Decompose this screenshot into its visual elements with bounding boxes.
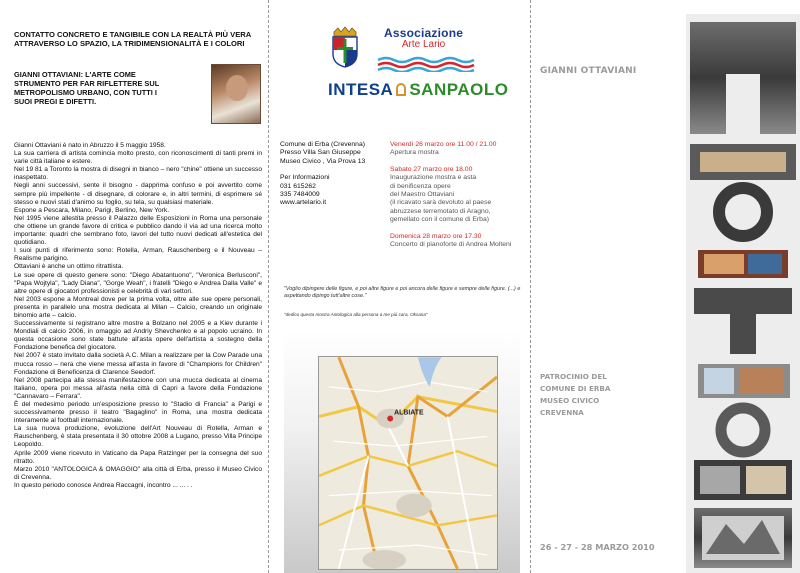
bio-paragraph: Nel 2007 è stato invitato dalla società A.C. Milan a realizzare per la Cow Parade una mucca rosso – nera che viene messa all'asta in favore di "Champions for Children" Fondazione di Beneficenza di Clarence Seedorf. bbox=[14, 352, 262, 376]
event-description: del Maestro Ottaviani bbox=[390, 191, 455, 199]
venue-info bbox=[280, 141, 375, 208]
phone-number: 031 615262 bbox=[280, 182, 316, 190]
event-description: abruzzese terremotato di Aragno, bbox=[390, 207, 491, 215]
event-description: di benificenza opere bbox=[390, 182, 451, 190]
vertical-collage-title bbox=[686, 14, 800, 573]
event-date: Domenica 28 marzo ore 17.30 bbox=[390, 232, 482, 240]
erba-crest-icon bbox=[330, 26, 360, 68]
event-date: Venerdì 26 marzo ore 11.00 / 21.00 bbox=[390, 141, 497, 148]
patronage-line: COMUNE DI ERBA bbox=[540, 384, 611, 393]
bio-paragraph: Espone a Pescara, Milano, Parigi, Berlino, New York. bbox=[14, 206, 170, 214]
event-item bbox=[390, 233, 530, 250]
address-line: Presso Villa San Giuseppe bbox=[280, 149, 361, 157]
sponsor-logos bbox=[272, 20, 530, 110]
address-line: Comune di Erba (Crevenna) bbox=[280, 141, 366, 148]
bio-paragraph: Marzo 2010 "ANTOLOGICA & OMAGGIO" alla città di Erba, presso il Museo Civico di Crevenna. bbox=[14, 465, 262, 481]
bank-logo bbox=[328, 80, 508, 100]
waves-icon bbox=[376, 56, 480, 72]
artist-biography bbox=[14, 142, 262, 490]
event-description: Apertura mostra bbox=[390, 149, 439, 157]
map-place-label: ALBIATE bbox=[394, 409, 424, 417]
middle-panel bbox=[272, 0, 530, 573]
association-subname: Arte Lario bbox=[401, 39, 446, 50]
bio-paragraph: La sua nuova produzione, evoluzione dell'Art Nouveau di Rotella, Arman e Rauschenberg, è stata presentata il 30 ottobre 2008 a Lugano, presso Villa Principe Leopoldo. bbox=[14, 425, 262, 449]
bio-paragraph: I suoi punti di riferimento sono: Rotella, Arman, Rauschenberg e il Nouveau – Realisme parigino. bbox=[14, 247, 262, 263]
event-description: Inaugurazione mostra e asta bbox=[390, 174, 477, 182]
association-logo bbox=[384, 26, 463, 50]
intro-heading: CONTATTO CONCRETO E TANGIBILE CON LA REALTÀ PIÙ VERA ATTRAVERSO LO SPAZIO, LA TRIDIMENSIONALITÀ E I COLORI bbox=[14, 30, 251, 48]
bio-paragraph: Aprile 2009 viene ricevuto in Vaticano da Papa Ratzinger per la consegna del suo ritratto. bbox=[14, 449, 262, 465]
dedication: "dedico questa mostra Antologica alla persona a me più cara, Oksana" bbox=[284, 312, 428, 317]
bio-paragraph: Nel 2003 espone a Montreal dove per la prima volta, oltre alle sue opere personali, presenta in parallelo una mostra dedicata al Milan – Calcio, creando un originale binomio arte – calcio. bbox=[14, 295, 262, 319]
address-line: Museo Civico , Via Prova 13 bbox=[280, 157, 366, 165]
bio-paragraph: La sua carriera di artista comincia molto presto, con riconoscimenti di tanti premi in varie città italiane e estere. bbox=[14, 150, 262, 166]
event-item bbox=[390, 141, 530, 158]
patronage bbox=[540, 371, 650, 419]
event-description: Concerto di pianoforte di Andrea Molteni bbox=[390, 241, 512, 249]
bio-paragraph: Nel 1995 viene allestita presso il Palazzo delle Esposizioni in Roma una personale che ottiene un grande favore di critica e pubblico dando il via ad una ricerca molto importante: quadri che sembrano foto, lavori del tutto nuovi dedicati all'estetica del quotidiano. bbox=[14, 214, 262, 247]
artist-photo bbox=[211, 64, 261, 124]
bio-paragraph: È del medesimo periodo un'esposizione presso lo "Stadio di Francia" a Parigi e successivamente presso il teatro "Bagaglino" in Roma, una mostra dedicata interamente al football internazionale. bbox=[14, 401, 262, 425]
phone-number: 335 7484009 bbox=[280, 191, 320, 199]
association-name: Associazione bbox=[384, 26, 464, 40]
bank-name-left: INTESA bbox=[328, 80, 394, 99]
patronage-line: MUSEO CIVICO bbox=[540, 396, 600, 405]
bio-paragraph: Nel 19 81 a Toronto la mostra di disegni in bianco – nero "chine" ottiene un successo inaspettato. bbox=[14, 166, 262, 182]
bio-paragraph: Successivamente si registrano altre mostre a Bolzano nel 2005 e a Kiev durante i Mondiali di calcio 2006, in omaggio ad Andriy Shevchenko e al popolo ucraino. In questa occasione sono state battute all'asta opere dell'artista a sostegno della Fondazione benefica del giocatore. bbox=[14, 320, 262, 352]
fold-line-left bbox=[268, 0, 269, 573]
bank-name-right: SANPAOLO bbox=[409, 80, 509, 99]
left-panel bbox=[14, 30, 262, 490]
right-panel bbox=[532, 0, 800, 573]
artist-quote: "Voglio dipingere delle figure, e poi altre figure e poi ancora delle figure e sempre delle figure. (...) e aspettando dipingo tutt'altre cose." bbox=[284, 286, 521, 299]
event-description: (il ricavato sarà devoluto al paese bbox=[390, 199, 492, 207]
location-map bbox=[318, 356, 498, 570]
event-date: Sabato 27 marzo ore 18.00 bbox=[390, 165, 473, 173]
info-title: Per Informazioni bbox=[280, 174, 330, 182]
bank-arch-icon bbox=[396, 83, 406, 96]
bio-paragraph: Le sue opere di questo genere sono: "Diego Abatantuono", "Veronica Berlusconi", "Papa Wojtyla", "Lady Diana", "Gorge Weah", i fratelli "Diego e Andrea Dalla Valle" e altre opere di giocatori professionisti e celebrità di vari settori. bbox=[14, 271, 262, 295]
bio-paragraph: Gianni Ottaviani è nato in Abruzzo il 5 maggio 1958. bbox=[14, 142, 166, 149]
patronage-line: PATROCINIO DEL bbox=[540, 372, 607, 381]
artist-header bbox=[14, 70, 262, 134]
artist-heading: GIANNI OTTAVIANI: L'ARTE COME STRUMENTO PER FAR RIFLETTERE SUL METROPOLISMO URBANO, CON TUTTI I SUOI PREGI E DIFETTI. bbox=[14, 70, 160, 106]
map-area bbox=[284, 330, 520, 573]
website-link[interactable]: www.artelario.it bbox=[280, 199, 327, 207]
bio-paragraph: Nel 2008 partecipa alla stessa manifestazione con una mucca dedicata al cinema Italiano, opera poi messa all'asta nella città di Capri a favore della Fondazione "Cannavaro – Ferrara". bbox=[14, 376, 262, 400]
event-description: gemellato con il comune di Erba) bbox=[390, 216, 489, 224]
bio-paragraph: Ottaviani è anche un ottimo ritrattista. bbox=[14, 263, 124, 271]
artist-name: GIANNI OTTAVIANI bbox=[540, 66, 637, 76]
event-dates: 26 - 27 - 28 MARZO 2010 bbox=[540, 542, 655, 552]
fold-line-right bbox=[530, 0, 531, 573]
bio-paragraph: Negli anni successivi, sente il bisogno - dapprima confuso e poi avvertito come sempre più impellente - di disegnare, di colorare e, in altri termini, di esprimere sé stesso e nuovi stati d'animo su foglio, su tela, su qualsiasi materiale. bbox=[14, 182, 262, 206]
map-location-marker bbox=[387, 416, 393, 422]
patronage-line: CREVENNA bbox=[540, 408, 584, 417]
bio-paragraph: In questo periodo conosce Andrea Raccagni, incontro ... ... . . bbox=[14, 481, 193, 489]
event-schedule bbox=[390, 141, 530, 257]
event-item bbox=[390, 166, 530, 225]
